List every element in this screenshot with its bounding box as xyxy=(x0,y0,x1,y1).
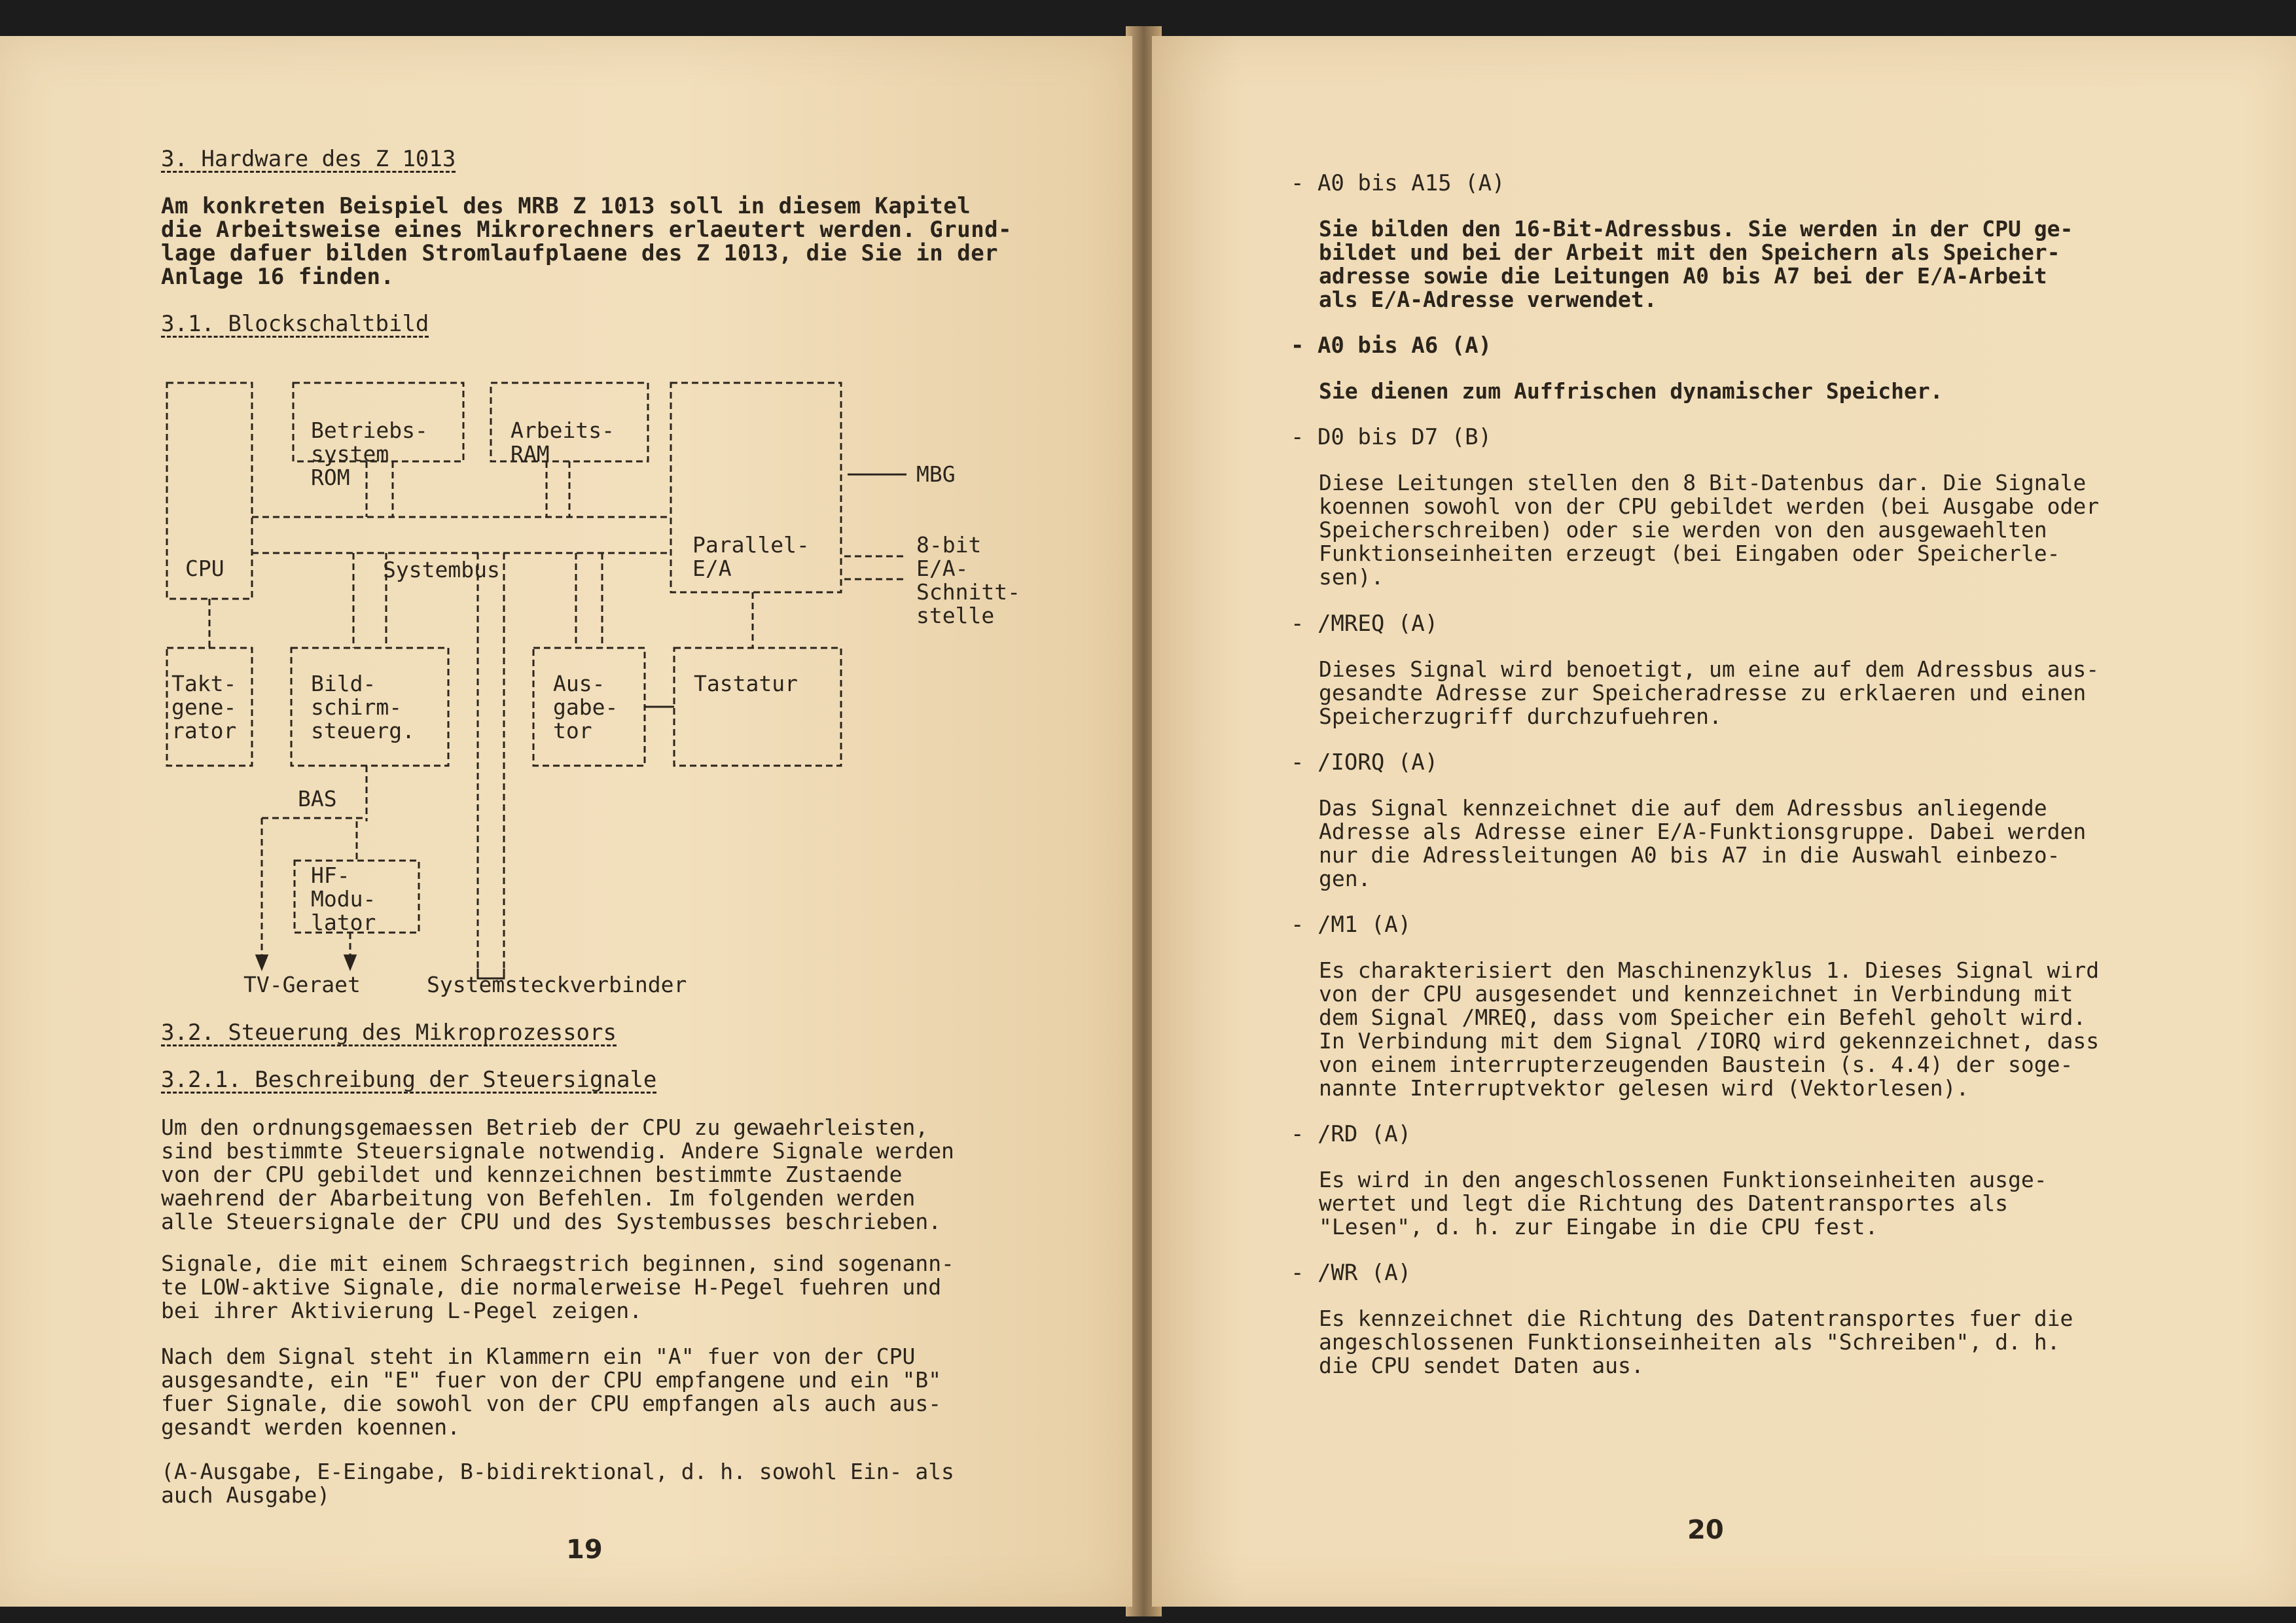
diagram-label-tastatur: Tastatur xyxy=(694,671,798,696)
signal-label: - D0 bis D7 (B) xyxy=(1291,424,1492,450)
signal-description: Dieses Signal wird benoetigt, um eine auf dem Adressbus aus- gesandte Adresse zur Speicheradresse zu erklaeren und einen Speicherzugriff durchzufuehren. xyxy=(1319,656,2100,729)
signal-label: - A0 bis A6 (A) xyxy=(1291,332,1492,359)
diagram-label-takt: Takt- gene- rator xyxy=(171,671,237,743)
signal-label: - /MREQ (A) xyxy=(1291,611,1439,637)
signal-description: Es charakterisiert den Maschinenzyklus 1. Dieses Signal wird von der CPU ausgesendet und kennzeichnet in Verbindung mit dem Signal /MREQ, dass vom Speicher ein Befehl geholt wird. In Verbindung mit dem Signal /IORQ wird gekennzeichnet, dass von einem interrupterzeugenden Baustein (s. 4.4) der soge- nannte Interruptvektor gelesen wird (Vektorlesen). xyxy=(1319,957,2100,1101)
signal-description: Sie dienen zum Auffrischen dynamischer Speicher. xyxy=(1319,378,1943,404)
diagram-label-parallel: Parallel- E/A xyxy=(692,532,810,581)
diagram-label-ausgabe: Aus- gabe- tor xyxy=(553,671,619,743)
diagram-label-systembus: Systembus xyxy=(383,557,500,582)
diagram-label-ram: Arbeits- RAM xyxy=(511,418,615,467)
diagram-label-interface: 8-bit E/A- Schnitt- stelle xyxy=(916,532,1020,628)
signal-label: - /WR (A) xyxy=(1291,1260,1412,1286)
signal-description: Das Signal kennzeichnet die auf dem Adressbus anliegende Adresse als Adresse einer E/A-Funktionsgruppe. Dabei werden nur die Adressleitungen A0 bis A7 in die Auswahl einbezo- gen. xyxy=(1319,795,2087,891)
signal-label: - A0 bis A15 (A) xyxy=(1291,170,1505,196)
diagram-label-bas: BAS xyxy=(298,786,337,812)
signal-description: Diese Leitungen stellen den 8 Bit-Datenbus dar. Die Signale koennen sowohl von der CPU gebildet werden (bei Ausgabe oder Speicherschreiben) oder sie werden von den ausgewaehlten Funktionseinheiten erzeugt (bei Eingaben oder Speicherle- sen). xyxy=(1319,470,2100,590)
diagram-label-systemsteck: Systemsteckverbinder xyxy=(427,972,687,997)
signal-label: - /M1 (A) xyxy=(1291,912,1412,938)
heading-blockschaltbild: 3.1. Blockschaltbild xyxy=(161,311,429,337)
diagram-label-bild: Bild- schirm- steuerg. xyxy=(311,671,415,743)
right-page xyxy=(1152,36,2296,1607)
intro-paragraph: Am konkreten Beispiel des MRB Z 1013 soll in diesem Kapitel die Arbeitsweise eines Mikrorechners erlaeutert werden. Grund- lage dafuer bilden Stromlaufplaene des Z 1013, die Sie in der Anlage 16 finden. xyxy=(161,193,1013,290)
diagram-label-hf: HF- Modu- lator xyxy=(311,863,376,935)
heading-hardware: 3. Hardware des Z 1013 xyxy=(161,146,456,172)
paragraph-steuersignale: Um den ordnungsgemaessen Betrieb der CPU zu gewaehrleisten, sind bestimmte Steuersignale notwendig. Andere Signale werden von der CPU gebildet und kennzeichnen bestimmte Zustaende waehrend der Abarbeitung von Befehlen. Im folgenden werden alle Steuersignale der CPU und des Systembusses beschrieben. xyxy=(161,1115,954,1234)
paragraph-low-aktiv: Signale, die mit einem Schraegstrich beginnen, sind sogenann- te LOW-aktive Signale, die normalerweise H-Pegel fuehren und bei ihrer Aktivierung L-Pegel zeigen. xyxy=(161,1251,954,1323)
heading-beschreibung: 3.2.1. Beschreibung der Steuersignale xyxy=(161,1067,657,1093)
page-number-left: 19 xyxy=(566,1535,603,1565)
diagram-label-mbg: MBG xyxy=(916,461,956,487)
diagram-label-tv: TV-Geraet xyxy=(243,972,361,997)
paragraph-legende: (A-Ausgabe, E-Eingabe, B-bidirektional, d. h. sowohl Ein- als auch Ausgabe) xyxy=(161,1459,954,1508)
signal-description: Es wird in den angeschlossenen Funktionseinheiten ausge- wertet und legt die Richtung des Datentransportes als "Lesen", d. h. zur Eingabe in die CPU fest. xyxy=(1319,1167,2047,1240)
signal-description: Es kennzeichnet die Richtung des Datentransportes fuer die angeschlossenen Funktionseinheiten als "Schreiben", d. h. die CPU sendet Daten aus. xyxy=(1319,1306,2073,1378)
diagram-label-cpu: CPU xyxy=(185,556,224,581)
tastatur-box xyxy=(674,648,841,766)
block-diagram xyxy=(0,36,1132,1018)
signal-label: - /RD (A) xyxy=(1291,1121,1412,1147)
signal-label: - /IORQ (A) xyxy=(1291,749,1439,776)
page-number-right: 20 xyxy=(1687,1515,1724,1545)
paragraph-klammern: Nach dem Signal steht in Klammern ein "A" fuer von der CPU ausgesandte, ein "E" fuer von der CPU empfangene und ein "B" fuer Signale, die sowohl von der CPU empfangen als auch aus- gesandt werden koennen. xyxy=(161,1344,942,1440)
diagram-label-rom: Betriebs- system ROM xyxy=(311,418,428,490)
heading-steuerung: 3.2. Steuerung des Mikroprozessors xyxy=(161,1020,617,1046)
signal-description: Sie bilden den 16-Bit-Adressbus. Sie werden in der CPU ge- bildet und bei der Arbeit mit den Speichern als Speicher- adresse sowie die Leitungen A0 bis A7 bei der E/A-Arbeit als E/A-Adresse verwendet. xyxy=(1319,216,2073,312)
left-page xyxy=(0,36,1132,1607)
